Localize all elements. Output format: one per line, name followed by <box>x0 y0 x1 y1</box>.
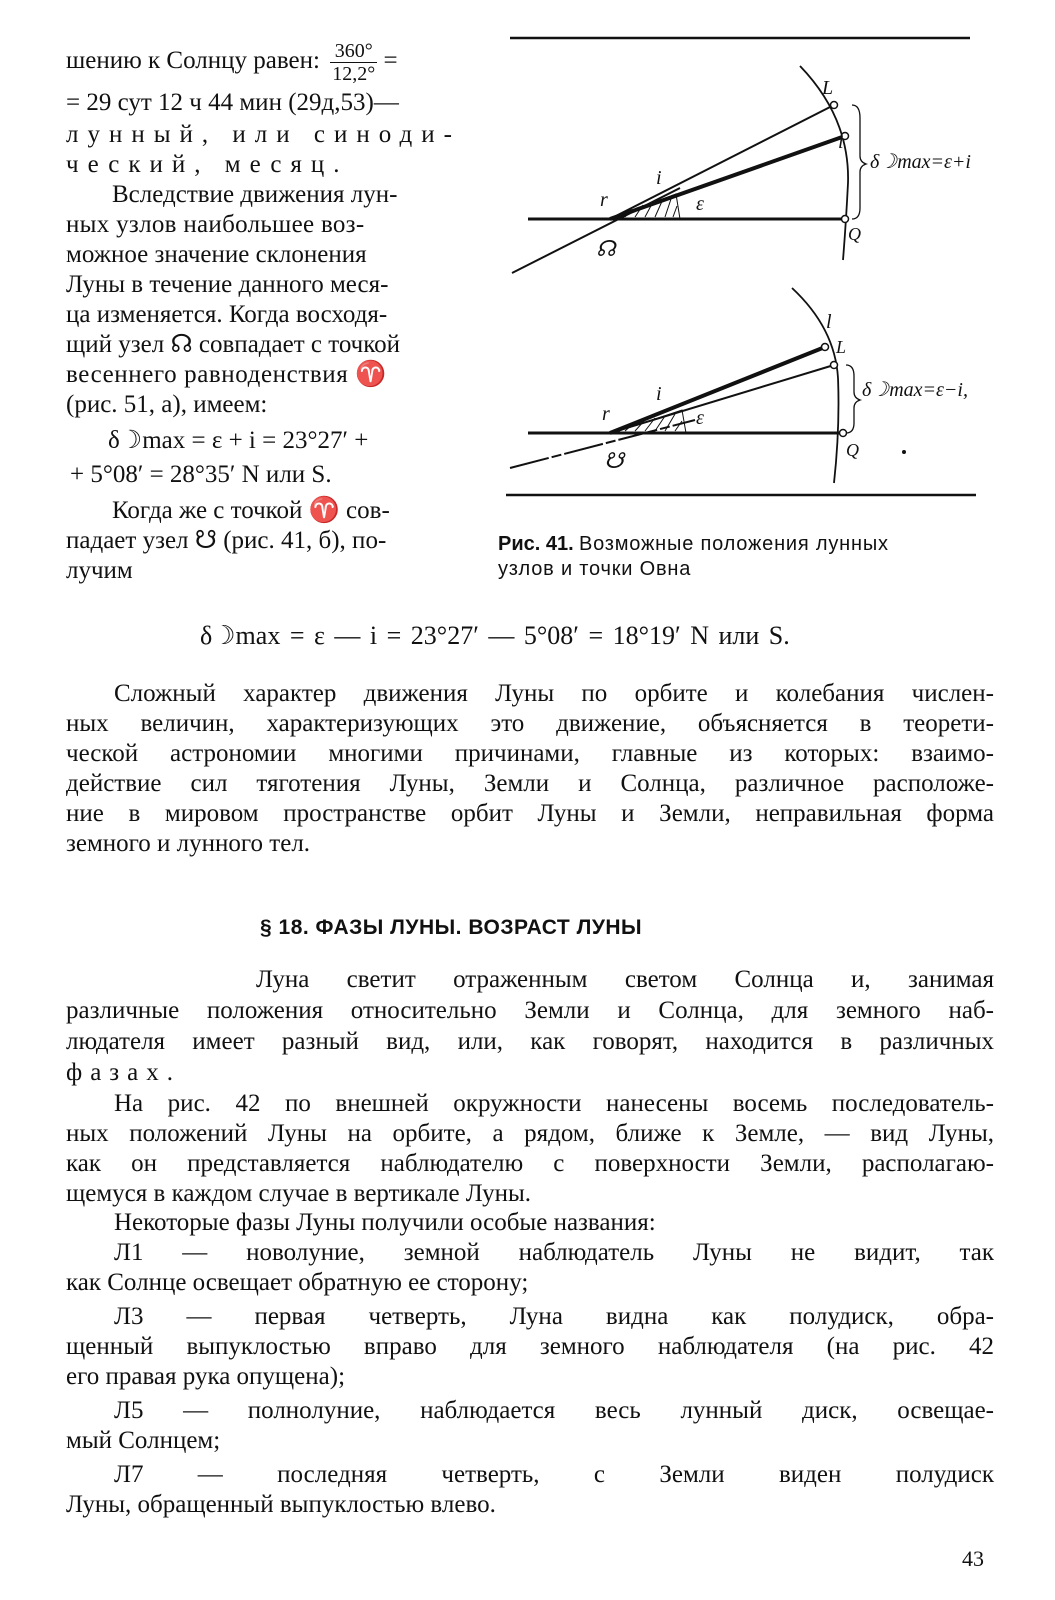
brace <box>852 105 866 219</box>
paragraph-complex <box>66 679 994 859</box>
text-line: ца изменяется. Когда восходя- <box>66 301 388 328</box>
figure-41-diagram <box>500 28 990 510</box>
label-node: ☊ <box>596 236 616 261</box>
point-Q <box>840 430 847 437</box>
text-line: На рис. 42 по внешней окружности нанесены восемь последователь- <box>114 1090 994 1117</box>
fraction-numerator: 360° <box>330 40 377 63</box>
label-Q: Q <box>846 440 859 460</box>
point-Q <box>842 216 849 223</box>
label-r: r <box>600 189 608 211</box>
text-line: ных положений Луны на орбите, а рядом, ближе к Земле, — вид Луны, <box>66 1120 994 1147</box>
text-line: Когда же с точкой ♈ сов- <box>112 497 390 524</box>
figure-caption <box>498 531 889 556</box>
text-fragment: = <box>383 47 398 75</box>
text-line: Сложный характер движения Луны по орбите и колебания числен- <box>114 680 994 707</box>
text-line: Луна светит отраженным светом Солнца и, занимая <box>256 966 994 993</box>
text-line: ческий, месяц. <box>66 151 349 178</box>
label-l: l <box>826 311 832 333</box>
list-item <box>66 1238 994 1298</box>
brace <box>846 365 860 433</box>
point-L <box>831 102 838 109</box>
label-L: L <box>836 337 847 357</box>
paragraph-phases <box>66 964 994 1088</box>
phase-list <box>66 1238 994 1520</box>
label-node: ☋ <box>604 448 624 473</box>
text-line: Вследствие движения лун- <box>112 181 398 208</box>
orbit-line-upper <box>610 347 825 433</box>
text-line: различные положения относительно Земли и Солнца, для земного наб- <box>66 997 994 1024</box>
point-l <box>822 344 829 351</box>
orbit-line-upper <box>610 105 834 219</box>
text-line: Л1 — новолуние, земной наблюдатель Луны не видит, так <box>114 1239 994 1266</box>
text-line: мый Солнцем; <box>66 1427 221 1454</box>
label-formula: δ☽max=ε−i, <box>862 379 968 401</box>
text-line: ных узлов наибольшее воз- <box>66 211 365 238</box>
paragraph-fig42 <box>66 1089 994 1209</box>
text-line: его правая рука опущена); <box>66 1363 346 1390</box>
list-item <box>66 1396 994 1456</box>
text-line: Луны, обращенный выпуклостью влево. <box>66 1491 496 1518</box>
page-number: 43 <box>962 1546 984 1571</box>
label-i-right: i <box>838 131 844 153</box>
text-line: фазах. <box>66 1059 182 1086</box>
text-line: щий узел ☊ совпадает с точкой <box>66 331 400 358</box>
formula-line: δ☽max = ε — i = 23°27′ — 5°08′ = 18°19′ N или S. <box>200 621 790 650</box>
figure-caption-line2: узлов и точки Овна <box>498 558 692 580</box>
point-L <box>831 362 838 369</box>
text-line <box>66 40 398 85</box>
label-r: r <box>602 403 610 425</box>
text-line: падает узел ☋ (рис. 41, б), по- <box>66 527 387 554</box>
bottom-diagram <box>510 288 968 483</box>
top-diagram <box>512 66 971 273</box>
text-line: Л3 — первая четверть, Луна видна как полудиск, обра- <box>114 1303 994 1330</box>
text-line: Л7 — последняя четверть, с Земли виден полудиск <box>114 1461 994 1488</box>
fraction-denominator: 12,2° <box>332 63 376 85</box>
section-heading: § 18. ФАЗЫ ЛУНЫ. ВОЗРАСТ ЛУНЫ <box>260 916 643 939</box>
list-item <box>66 1302 994 1392</box>
label-formula: δ☽max=ε+i <box>870 151 971 173</box>
text-line: Некоторые фазы Луны получили особые названия: <box>114 1209 656 1236</box>
text-line: лунный, или синоди- <box>66 121 461 148</box>
text-line: ние в мировом пространстве орбит Луны и Земли, неправильная форма <box>66 800 994 827</box>
text-line: как он представляется наблюдателю с поверхности Земли, располагаю- <box>66 1150 994 1177</box>
label-epsilon: ε <box>696 407 704 429</box>
text-line: щенный выпуклостью вправо для земного наблюдателя (на рис. 42 <box>66 1333 994 1360</box>
text-line: действие сил тяготения Луны, Земли и Солнца, различное расположе- <box>66 770 994 797</box>
text-fragment: шению к Солнцу равен: <box>66 47 320 75</box>
text-line: людателя имеет разный вид, или, как говорят, находится в различных <box>66 1028 994 1055</box>
formula-line: + 5°08′ = 28°35′ N или S. <box>70 461 332 488</box>
label-L: L <box>822 77 834 99</box>
text-line: щемуся в каждом случае в вертикале Луны. <box>66 1180 532 1207</box>
text-line: ческой астрономии многими причинами, главные из которых: взаимо- <box>66 740 994 767</box>
speck <box>902 450 906 454</box>
fraction <box>330 40 377 85</box>
label-epsilon: ε <box>696 193 704 215</box>
text-line: Л5 — полнолуние, наблюдается весь лунный диск, освещае- <box>114 1397 994 1424</box>
label-Q: Q <box>848 224 861 244</box>
text-line: можное значение склонения <box>66 241 367 268</box>
caption-text: Возможные положения лунных <box>578 533 889 555</box>
text-line: ных величин, характеризующих это движение, объясняется в теорети- <box>66 710 994 737</box>
text-line: лучим <box>66 557 133 584</box>
caption-label: Рис. 41. <box>498 533 574 555</box>
label-i-mid: i <box>656 167 662 189</box>
formula-line: δ☽max = ε + i = 23°27′ + <box>108 427 369 454</box>
text-line: земного и лунного тел. <box>66 830 311 857</box>
text-line: Луны в течение данного меся- <box>66 271 389 298</box>
text-line: = 29 сут 12 ч 44 мин (29д,53)— <box>66 89 399 116</box>
list-item <box>66 1460 994 1520</box>
text-line: как Солнце освещает обратную ее сторону; <box>66 1269 529 1296</box>
text-line: весеннего равноденствия ♈ <box>66 361 387 388</box>
label-i-mid: i <box>656 383 662 405</box>
text-line: (рис. 51, а), имеем: <box>66 391 268 418</box>
